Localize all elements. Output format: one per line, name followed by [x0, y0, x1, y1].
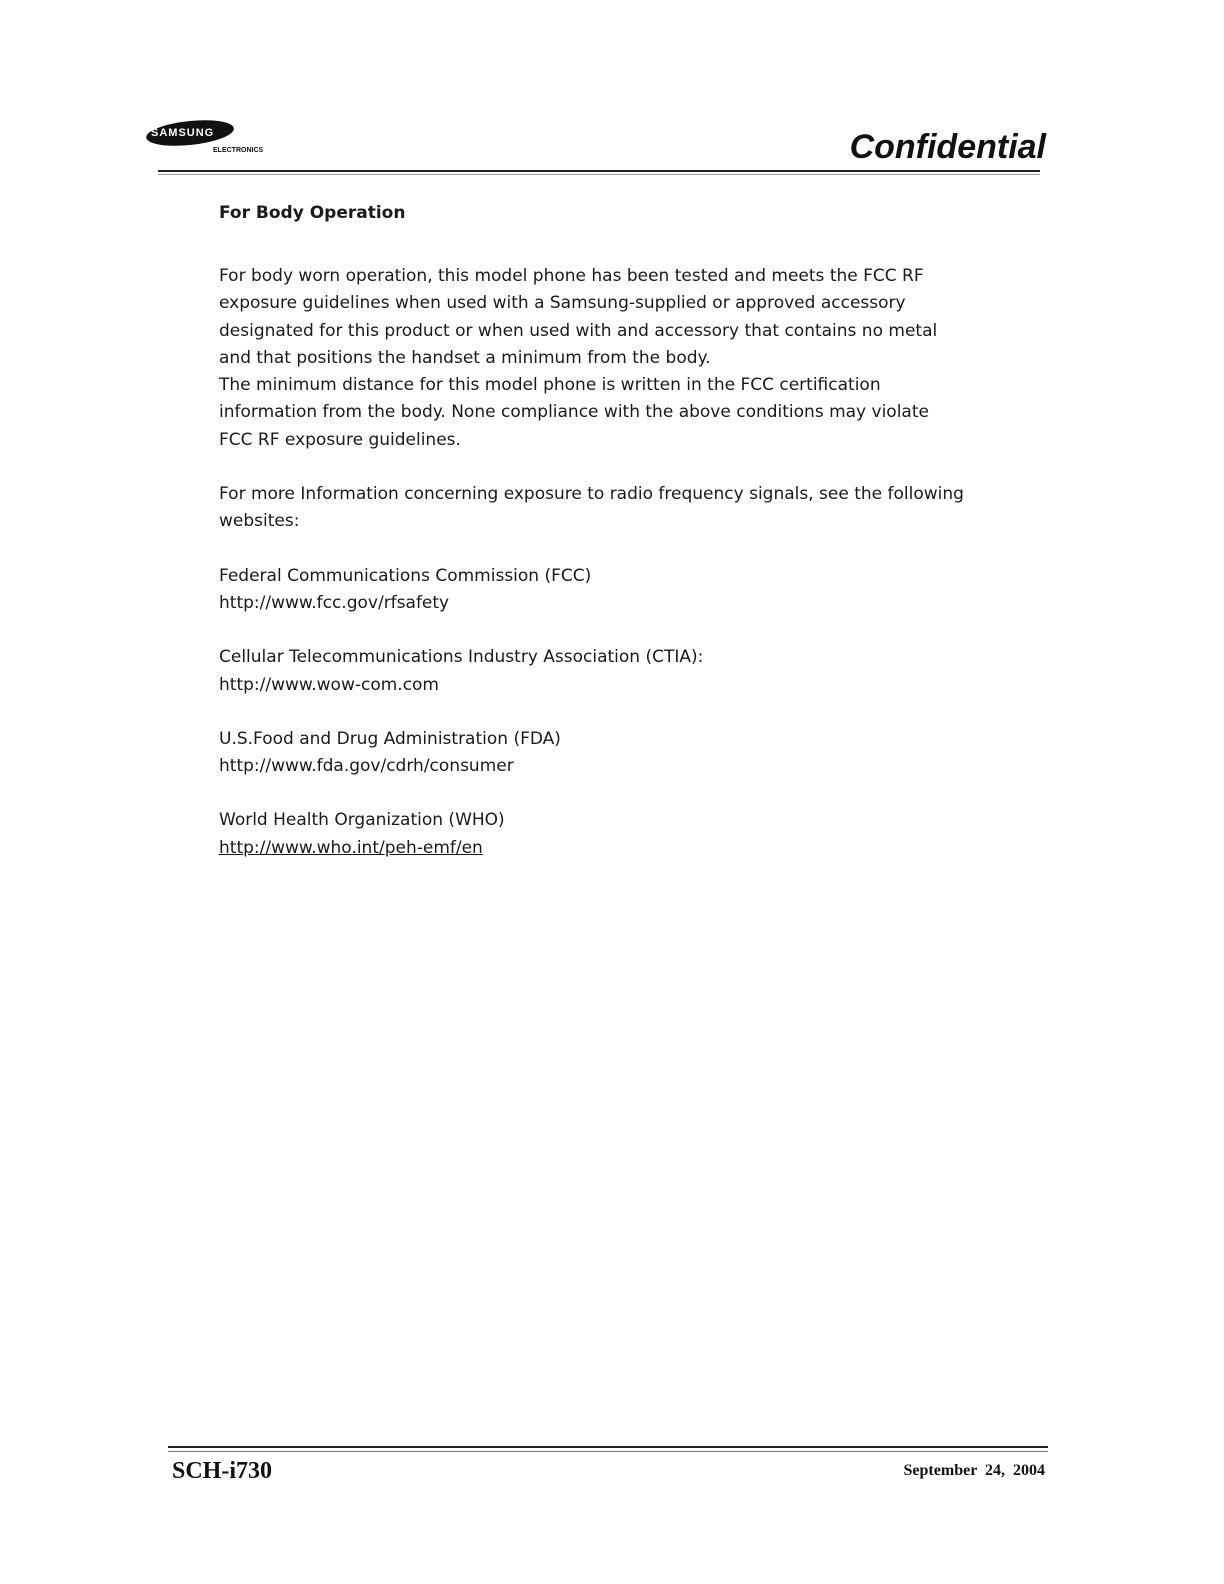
org-entry-fcc [219, 563, 1009, 618]
footer-date: September 24, 2004 [903, 1462, 1045, 1479]
logo-sub-text: ELECTRONICS [213, 147, 264, 154]
org-name: U.S.Food and Drug Administration (FDA) [219, 728, 561, 749]
org-url-link[interactable]: http://www.fcc.gov/rfsafety [219, 592, 450, 613]
paragraph-line: websites: [219, 511, 300, 532]
footer-rule-thin [168, 1451, 1048, 1452]
paragraph-line: The minimum distance for this model phone is written in the FCC certification [219, 375, 881, 396]
org-name: World Health Organization (WHO) [219, 810, 505, 831]
samsung-logo [145, 118, 285, 162]
paragraph-line: For more Information concerning exposure to radio frequency signals, see the following [219, 484, 964, 505]
org-entry-who [219, 807, 1009, 862]
paragraph-line: information from the body. None compliance with the above conditions may violate [219, 402, 929, 423]
body-operation-paragraph [219, 263, 1009, 454]
org-url-link[interactable]: http://www.wow-com.com [219, 674, 439, 695]
more-info-paragraph [219, 481, 1009, 536]
footer-model-number: SCH-i730 [172, 1458, 273, 1484]
org-entry-ctia [219, 644, 1009, 699]
org-url-link[interactable]: http://www.who.int/peh-emf/en [219, 837, 483, 858]
page-content [219, 200, 1009, 889]
header-rule-thin [158, 174, 1040, 175]
paragraph-line: exposure guidelines when used with a Samsung-supplied or approved accessory [219, 293, 906, 314]
paragraph-line: designated for this product or when used with and accessory that contains no metal [219, 320, 938, 341]
org-url-link[interactable]: http://www.fda.gov/cdrh/consumer [219, 756, 514, 777]
paragraph-line: For body worn operation, this model phone has been tested and meets the FCC RF [219, 266, 924, 286]
footer-rule [168, 1446, 1048, 1448]
org-name: Cellular Telecommunications Industry Association (CTIA): [219, 647, 704, 668]
logo-brand-text: SAMSUNG [151, 127, 215, 139]
confidential-label: Confidential [849, 128, 1046, 166]
header-rule [158, 170, 1040, 172]
paragraph-line: and that positions the handset a minimum from the body. [219, 347, 711, 368]
section-heading: For Body Operation [219, 203, 406, 223]
org-name: Federal Communications Commission (FCC) [219, 565, 592, 586]
paragraph-line: FCC RF exposure guidelines. [219, 429, 461, 450]
org-entry-fda [219, 726, 1009, 781]
